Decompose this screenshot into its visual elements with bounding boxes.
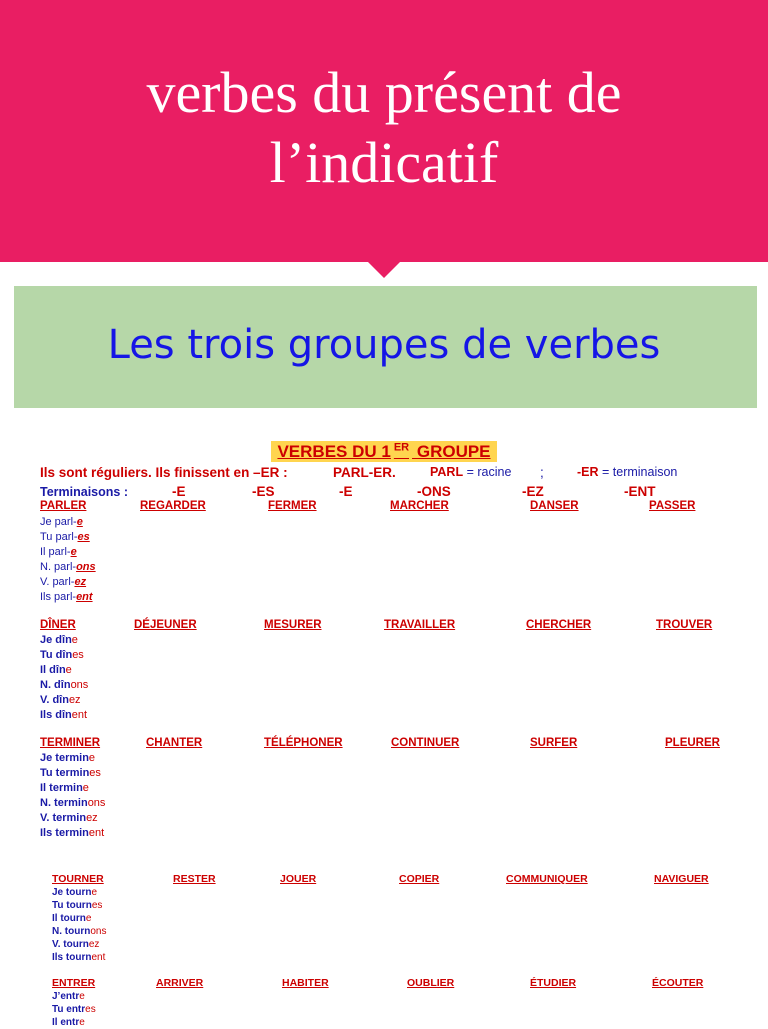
verb-heading: ÉCOUTER [652, 977, 704, 989]
conjugation-line: Tu termines [40, 767, 101, 779]
conjugation-line: Ils parl-ent [40, 591, 93, 603]
terminaison-item: -ONS [417, 484, 451, 499]
conjugation-line: Ils dînent [40, 709, 88, 721]
verb-heading: SURFER [530, 737, 578, 749]
conjugation-list [40, 633, 88, 723]
verb-heading: TROUVER [656, 619, 713, 631]
verb-heading: JOUER [280, 873, 317, 885]
verb-heading: PLEURER [665, 737, 720, 749]
verb-heading: OUBLIER [407, 977, 455, 989]
conjugation-line: Il termine [40, 782, 89, 794]
verb-heading: ARRIVER [156, 977, 204, 989]
rule-ending-meaning: = terminaison [598, 465, 678, 479]
verb-heading: PARLER [40, 500, 87, 512]
conjugation-line: N. tournons [52, 926, 107, 937]
conjugation-line: Tu tournes [52, 900, 103, 911]
terminaison-item: -E [339, 484, 353, 499]
title-main-text: VERBES DU 1 [274, 441, 393, 462]
verb-heading: DÎNER [40, 619, 76, 631]
rule-stem: PARL [430, 465, 464, 479]
title-end-text: GROUPE [409, 441, 493, 462]
verb-heading: COPIER [399, 873, 440, 885]
conjugation-line: Ils terminent [40, 827, 105, 839]
conjugation-line: Il entre [52, 1017, 85, 1028]
conjugation-line: Tu parl-es [40, 531, 90, 543]
verb-heading: FERMER [268, 500, 317, 512]
verb-heading: TERMINER [40, 737, 101, 749]
conjugation-line: Il dîne [40, 664, 72, 676]
conjugation-line: Tu dînes [40, 649, 84, 661]
verb-heading: PASSER [649, 500, 696, 512]
conjugation-line: Tu entres [52, 1004, 96, 1015]
verb-heading: CHANTER [146, 737, 203, 749]
rule-intro: Ils sont réguliers. Ils finissent en –ER : [40, 465, 288, 480]
banner-pointer-arrow [368, 262, 400, 278]
document-title [0, 441, 768, 462]
slide-subtitle: Les trois groupes de verbes [107, 322, 661, 368]
conjugation-line: Je dîne [40, 634, 78, 646]
verb-heading: TRAVAILLER [384, 619, 456, 631]
conjugation-line: Je tourne [52, 887, 98, 898]
conjugation-line: N. parl-ons [40, 561, 96, 573]
terminaison-item: -ENT [624, 484, 656, 499]
verb-heading: HABITER [282, 977, 329, 989]
verb-heading: TÉLÉPHONER [264, 737, 343, 749]
conjugation-line: N. dînons [40, 679, 89, 691]
verb-heading: RESTER [173, 873, 216, 885]
conjugation-line: Je parl-e [40, 516, 83, 528]
conjugation-list [52, 990, 96, 1029]
conjugation-list [40, 515, 96, 605]
verb-heading: DÉJEUNER [134, 619, 197, 631]
rule-separator: ; [540, 465, 544, 480]
conjugation-line: Il parl-e [40, 546, 77, 558]
conjugation-line: J’entre [52, 991, 85, 1002]
verb-heading: COMMUNIQUER [506, 873, 588, 885]
terminaisons-label: Terminaisons : [40, 485, 128, 499]
verb-heading: MESURER [264, 619, 322, 631]
verb-heading: TOURNER [52, 873, 104, 885]
rule-ending-definition [577, 465, 677, 479]
conjugation-line: V. parl-ez [40, 576, 87, 588]
conjugation-line: Je termine [40, 752, 96, 764]
terminaison-item: -E [172, 484, 186, 499]
rule-example: PARL-ER. [333, 465, 396, 480]
verb-heading: REGARDER [140, 500, 206, 512]
conjugation-line: V. tournez [52, 939, 100, 950]
verb-heading: ENTRER [52, 977, 96, 989]
rule-stem-definition [430, 465, 511, 479]
conjugation-line: V. terminez [40, 812, 98, 824]
verb-heading: NAVIGUER [654, 873, 709, 885]
conjugation-list [52, 886, 106, 964]
conjugation-line: Il tourne [52, 913, 92, 924]
rule-ending: -ER [577, 465, 599, 479]
slide-title: verbes du présent de l’indicatif [146, 60, 622, 195]
verb-heading: CHERCHER [526, 619, 592, 631]
verb-heading: ÉTUDIER [530, 977, 577, 989]
verb-heading: MARCHER [390, 500, 449, 512]
title-superscript: ER [393, 441, 410, 453]
conjugation-line: Ils tournent [52, 952, 106, 963]
terminaison-item: -EZ [522, 484, 544, 499]
verb-heading: DANSER [530, 500, 579, 512]
terminaison-item: -ES [252, 484, 275, 499]
conjugation-list [40, 751, 105, 841]
rule-stem-meaning: = racine [463, 465, 512, 479]
conjugation-line: N. terminons [40, 797, 106, 809]
verb-heading: CONTINUER [391, 737, 460, 749]
conjugation-line: V. dînez [40, 694, 81, 706]
